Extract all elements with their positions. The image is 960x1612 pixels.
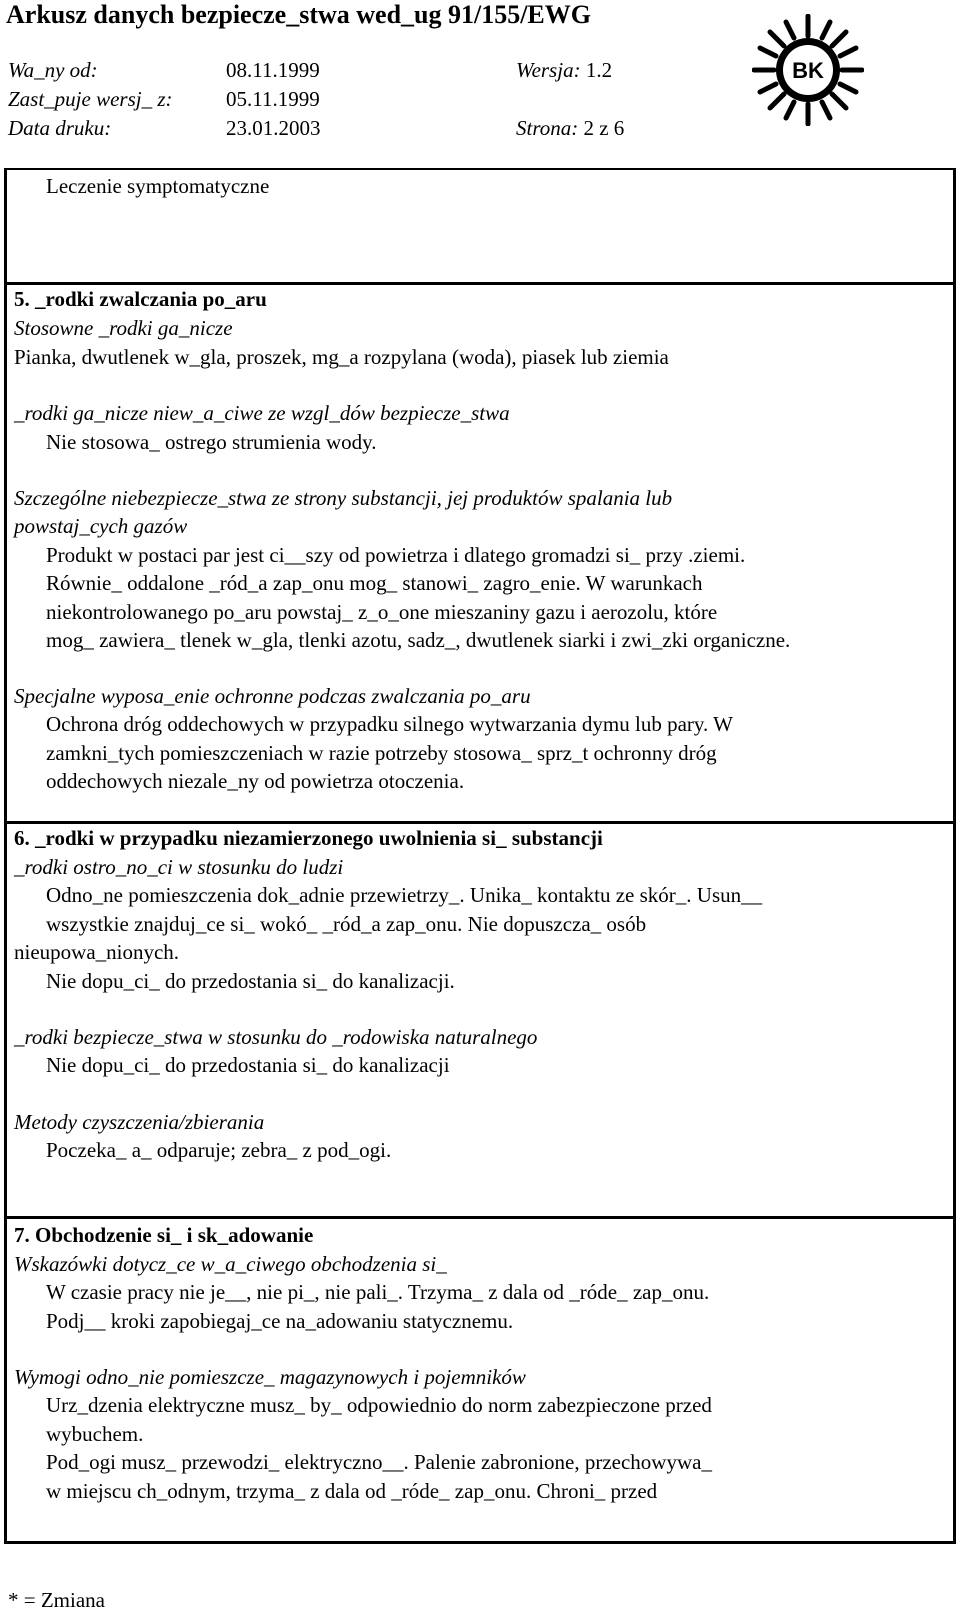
section-6-text-1a: Odno_ne pomieszczenia dok_adnie przewietrzy_. Unika_ kontaktu ze skór_. Usun__ xyxy=(46,883,763,907)
symptomatic-treatment-text: Leczenie symptomatyczne xyxy=(46,174,270,198)
section-7-text-2a: Urz_dzenia elektryczne musz_ by_ odpowiednio do norm zabezpieczone przed xyxy=(46,1393,712,1417)
section-5-subheading-3b: powstaj_cych gazów xyxy=(14,514,188,538)
supersedes-value: 05.11.1999 xyxy=(226,87,320,111)
print-date-row xyxy=(8,116,111,140)
section-6-heading: 6. _rodki w przypadku niezamierzonego uwolnienia si_ substancji xyxy=(14,826,603,850)
section-5-subheading-2: _rodki ga_nicze niew_a_ciwe ze wzgl_dów bezpiecze_stwa xyxy=(14,401,510,425)
section-5-heading: 5. _rodki zwalczania po_aru xyxy=(14,287,267,311)
section-7-subheading-1: Wskazówki dotycz_ce w_a_ciwego obchodzenia si_ xyxy=(14,1252,447,1276)
section-6-text-1c: nieupowa_nionych. xyxy=(14,940,180,964)
section-divider xyxy=(4,282,956,285)
section-5-subheading-1: Stosowne _rodki ga_nicze xyxy=(14,316,233,340)
supersedes-row xyxy=(8,87,173,111)
section-7-heading: 7. Obchodzenie si_ i sk_adowanie xyxy=(14,1223,314,1247)
section-7-text-1b: Podj__ kroki zapobiegaj_ce na_adowaniu statycznemu. xyxy=(46,1309,514,1333)
section-5-text-4a: Ochrona dróg oddechowych w przypadku silnego wytwarzania dymu lub pary. W xyxy=(46,712,733,736)
section-5-text-1: Pianka, dwutlenek w_gla, proszek, mg_a rozpylana (woda), piasek lub ziemia xyxy=(14,345,669,369)
section-5-text-3b: Równie_ oddalone _ród_a zap_onu mog_ stanowi_ zagro_enie. W warunkach xyxy=(46,571,703,595)
section-5-subheading-4: Specjalne wyposa_enie ochronne podczas zwalczania po_aru xyxy=(14,684,531,708)
page-label: Strona: xyxy=(516,116,579,140)
print-date-value: 23.01.2003 xyxy=(226,116,321,140)
section-5-text-3c: niekontrolowanego po_aru powstaj_ z_o_one mieszaniny gazu i aerozolu, które xyxy=(46,600,718,624)
section-5-text-3d: mog_ zawiera_ tlenek w_gla, tlenki azotu, sadz_, dwutlenek siarki i zwi_zki organiczne. xyxy=(46,628,791,652)
section-divider xyxy=(4,821,956,824)
section-6-subheading-2: _rodki bezpiecze_stwa w stosunku do _rodowiska naturalnego xyxy=(14,1025,538,1049)
section-7-text-1a: W czasie pracy nie je__, nie pi_, nie pali_. Trzyma_ z dala od _róde_ zap_onu. xyxy=(46,1280,710,1304)
section-6-text-1b: wszystkie znajduj_ce si_ wokó_ _ród_a zap_onu. Nie dopuszcza_ osób xyxy=(46,912,647,936)
document-title: Arkusz danych bezpiecze_stwa wed_ug 91/155/EWG xyxy=(6,0,591,29)
version-label: Wersja: xyxy=(516,58,581,82)
section-7-text-2c: Pod_ogi musz_ przewodzi_ elektryczno__. Palenie zabronione, przechowywa_ xyxy=(46,1450,712,1474)
company-logo-icon xyxy=(752,14,864,126)
section-6-text-2: Nie dopu_ci_ do przedostania si_ do kanalizacji xyxy=(46,1053,450,1077)
page-value: 2 z 6 xyxy=(583,116,625,140)
section-5-text-2: Nie stosowa_ ostrego strumienia wody. xyxy=(46,430,377,454)
section-5-text-4c: oddechowych niezale_ny od powietrza otoczenia. xyxy=(46,769,465,793)
section-6-subheading-3: Metody czyszczenia/zbierania xyxy=(14,1110,265,1134)
logo-letters: BK xyxy=(792,58,824,83)
issued-value: 08.11.1999 xyxy=(226,58,320,82)
section-7-text-2d: w miejscu ch_odnym, trzyma_ z dala od _róde_ zap_onu. Chroni_ przed xyxy=(46,1479,658,1503)
print-date-label: Data druku: xyxy=(8,116,112,140)
supersedes-label: Zast_puje wersj_ z: xyxy=(8,87,173,111)
section-6-subheading-1: _rodki ostro_no_ci w stosunku do ludzi xyxy=(14,855,344,879)
issued-row xyxy=(8,58,98,82)
section-6-text-3: Poczeka_ a_ odparuje; zebra_ z pod_ogi. xyxy=(46,1138,392,1162)
section-divider xyxy=(4,1216,956,1219)
section-6-text-1d: Nie dopu_ci_ do przedostania si_ do kanalizacji. xyxy=(46,969,455,993)
section-5-text-3a: Produkt w postaci par jest ci__szy od powietrza i dlatego gromadzi si_ przy .ziemi. xyxy=(46,543,746,567)
section-5-subheading-3a: Szczególne niebezpiecze_stwa ze strony substancji, jej produktów spalania lub xyxy=(14,486,673,510)
version-value: 1.2 xyxy=(585,58,613,82)
version-row xyxy=(516,58,612,82)
section-7-subheading-2: Wymogi odno_nie pomieszcze_ magazynowych i pojemników xyxy=(14,1365,526,1389)
section-7-text-2b: wybuchem. xyxy=(46,1422,144,1446)
change-legend: * = Zmiana xyxy=(8,1588,105,1612)
page-row xyxy=(516,116,624,140)
section-5-text-4b: zamkni_tych pomieszczeniach w razie potrzeby stosowa_ sprz_t ochronny dróg xyxy=(46,741,717,765)
issued-label: Wa_ny od: xyxy=(8,58,98,82)
